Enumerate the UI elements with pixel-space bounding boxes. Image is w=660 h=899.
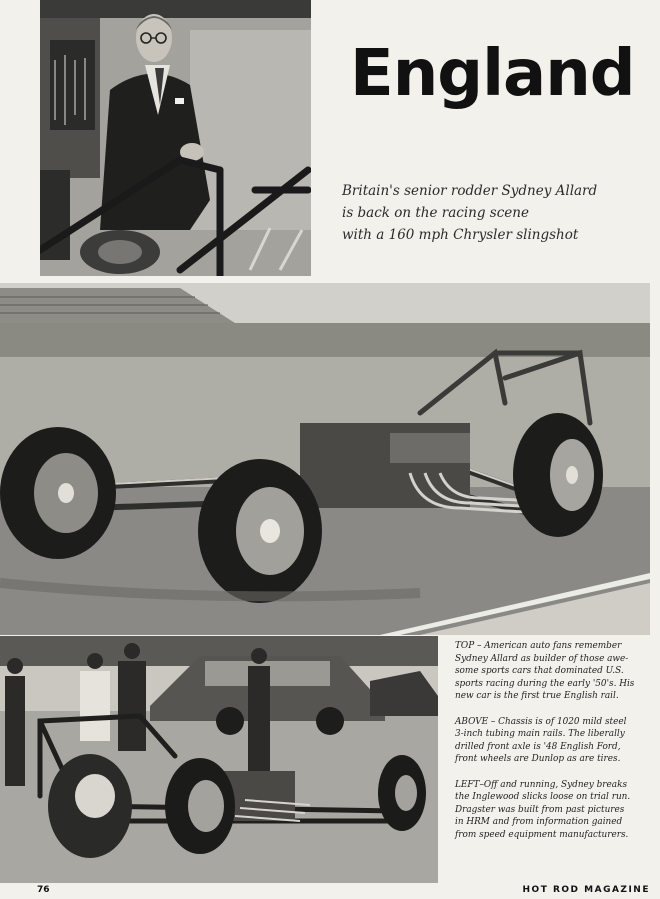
caption-left bbox=[455, 779, 655, 842]
caption-line: some sports cars that dominated U.S. bbox=[455, 666, 624, 676]
caption-line: new car is the first true English rail. bbox=[455, 691, 619, 701]
subtitle-line: is back on the racing scene bbox=[342, 205, 529, 221]
caption-line: TOP – American auto fans remember bbox=[455, 641, 622, 651]
caption-line: from speed equipment manufacturers. bbox=[455, 829, 629, 840]
article-subtitle bbox=[342, 180, 652, 246]
article-title: England bbox=[350, 37, 635, 111]
caption-line: in HRM and from information gained bbox=[455, 817, 623, 827]
chassis-illustration bbox=[0, 283, 650, 635]
caption-line: ABOVE – Chassis is of 1020 mild steel bbox=[455, 716, 627, 727]
trial-run-illustration bbox=[0, 636, 438, 883]
photo-dragster-chassis bbox=[0, 283, 650, 635]
photo-captions bbox=[455, 640, 655, 854]
caption-line: Sydney Allard as builder of those awe- bbox=[455, 653, 629, 664]
magazine-name: HOT ROD MAGAZINE bbox=[522, 885, 650, 895]
photo-sydney-allard-portrait bbox=[40, 0, 311, 276]
portrait-illustration bbox=[40, 0, 311, 276]
caption-line: sports racing during the early '50's. His bbox=[455, 678, 635, 689]
caption-line: the Inglewood slicks loose on trial run. bbox=[455, 792, 631, 802]
subtitle-line: Britain's senior rodder Sydney Allard bbox=[342, 183, 598, 199]
page-number: 76 bbox=[37, 885, 50, 895]
caption-line: drilled front axle is '48 English Ford, bbox=[455, 741, 621, 752]
caption-line: 3-inch tubing main rails. The liberally bbox=[455, 729, 625, 739]
caption-above bbox=[455, 716, 655, 766]
photo-trial-run bbox=[0, 636, 438, 883]
subtitle-line: with a 160 mph Chrysler slingshot bbox=[342, 227, 579, 243]
caption-top bbox=[455, 640, 655, 703]
caption-line: front wheels are Dunlop as are tires. bbox=[455, 754, 621, 764]
caption-line: Dragster was built from past pictures bbox=[455, 804, 625, 815]
caption-line: LEFT–Off and running, Sydney breaks bbox=[455, 779, 628, 790]
